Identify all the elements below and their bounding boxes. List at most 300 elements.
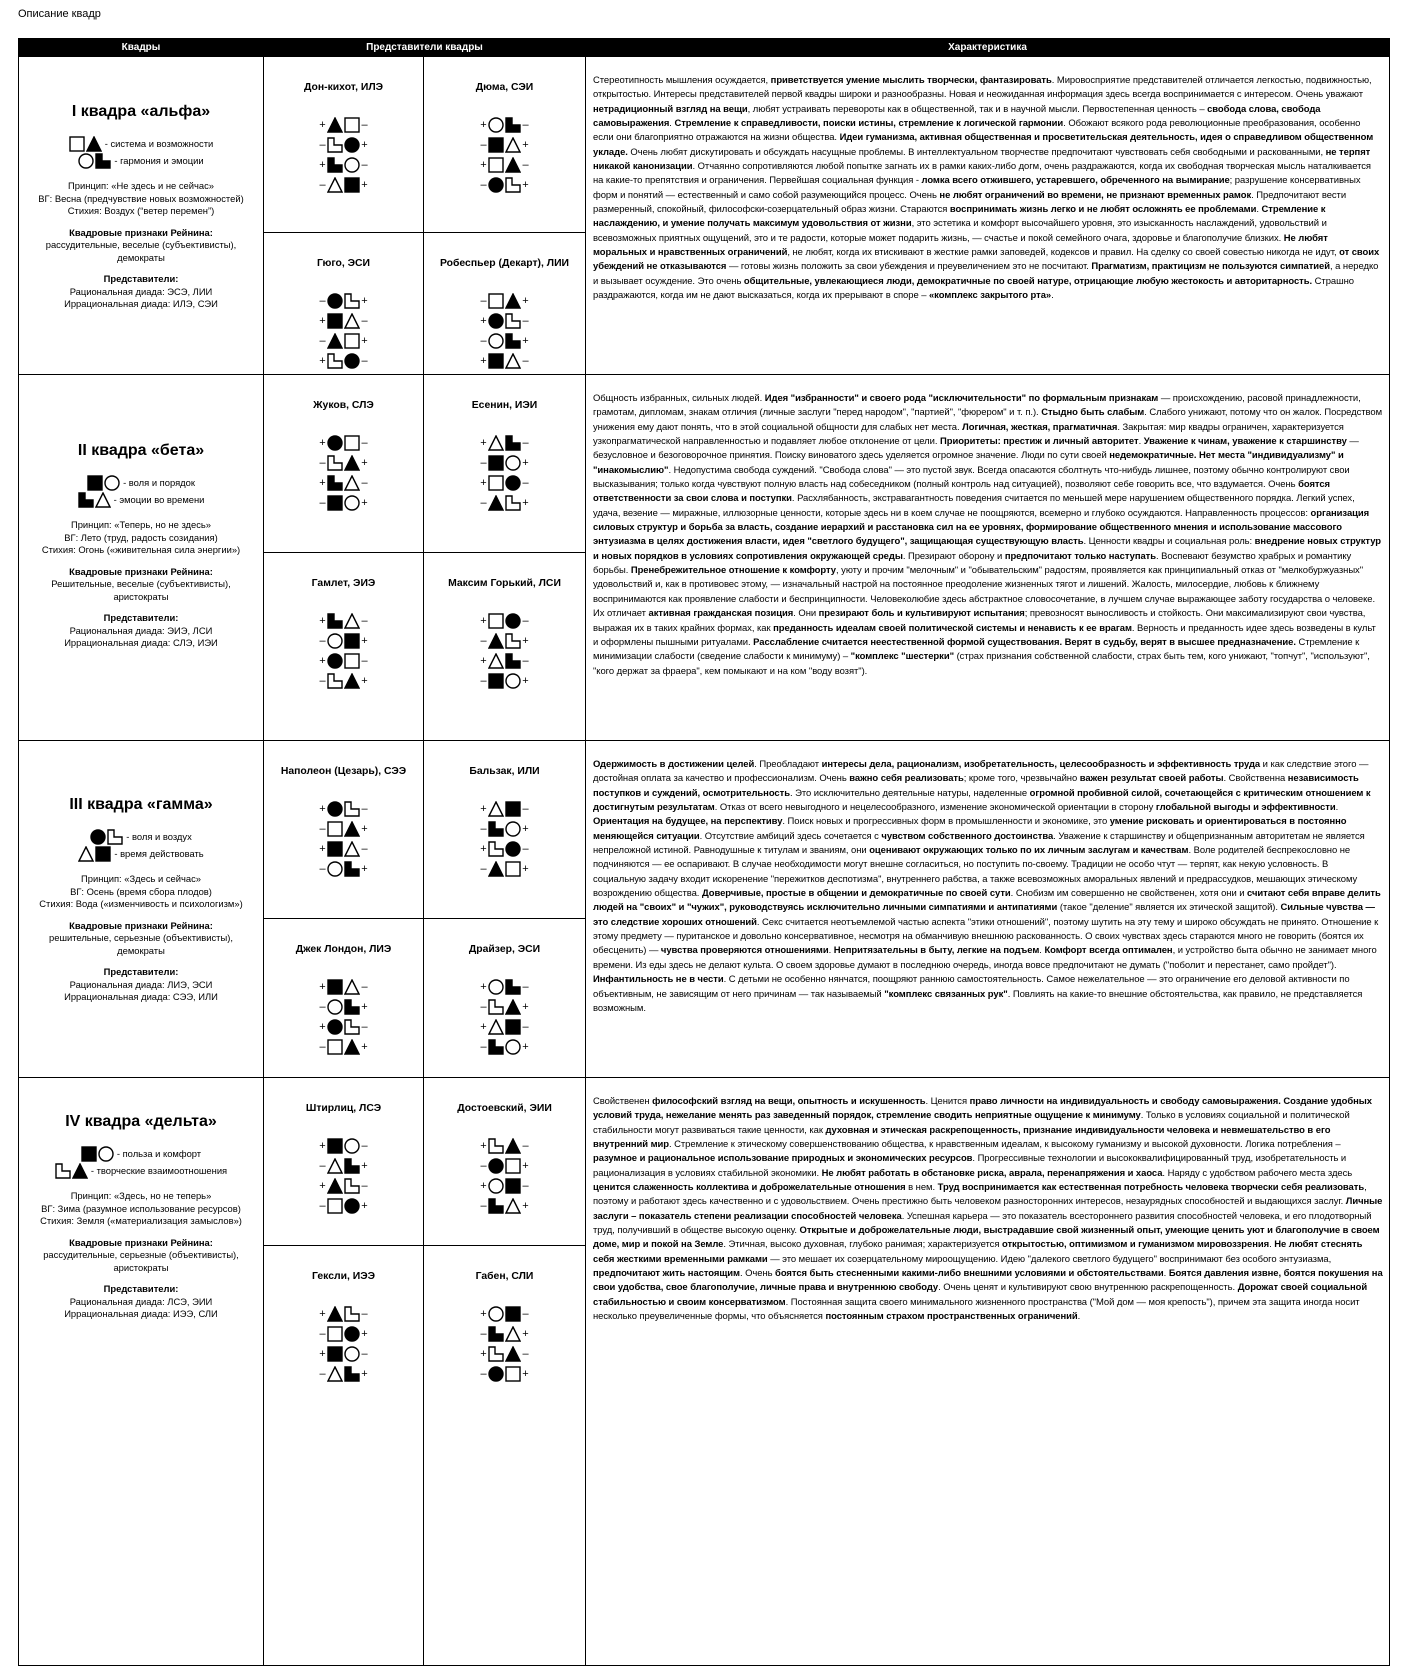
function-row: [479, 1037, 531, 1057]
text-run: Доверчивые, простые в общении и демократичные по своей сути: [701, 888, 1011, 900]
sign-right: +: [522, 457, 529, 469]
square-outline-icon: [344, 435, 360, 451]
triangle-filled-icon: [344, 821, 360, 837]
sign-right: +: [361, 1328, 368, 1340]
reinin-block: [19, 566, 263, 604]
text-run: Приоритеты: престиж и личный авторитет: [940, 436, 1139, 448]
representatives-block: [19, 612, 263, 650]
corner-filled-icon: [488, 1198, 504, 1214]
text-run: интересы дела, рационализм, изобретательность, целесообразность и эффективность труда: [821, 759, 1261, 770]
reinin-title: Квадровые признаки Рейнина:: [69, 1236, 213, 1248]
corner-outline-icon: [488, 999, 504, 1015]
function-icons: [488, 1138, 521, 1154]
type-cell: [264, 375, 424, 553]
square-filled-icon: [488, 137, 504, 153]
sign-right: –: [522, 1348, 529, 1360]
function-icons: [327, 1138, 360, 1154]
function-row: [479, 1017, 531, 1037]
sign-left: –: [319, 497, 326, 509]
function-row: [318, 115, 370, 135]
sign-left: +: [480, 655, 487, 667]
square-outline-icon: [344, 117, 360, 133]
function-row: [479, 331, 531, 351]
sign-left: +: [319, 615, 326, 627]
text-run: Ориентация на будущее, на перспективу: [593, 816, 783, 828]
sign-right: –: [522, 119, 529, 131]
function-icons: [327, 841, 360, 857]
sign-left: –: [319, 295, 326, 307]
triangle-filled-icon: [488, 633, 504, 649]
sign-right: –: [522, 437, 529, 449]
triangle-outline-icon: [344, 841, 360, 857]
function-icons: [327, 313, 360, 329]
text-run: Боятся давления извне, боятся покушения на свои удобства, свое благополучие, личные права и внутреннюю свободу: [593, 1268, 1383, 1294]
type-name: Есенин, ИЭИ: [471, 400, 538, 411]
function-row: [479, 819, 531, 839]
sign-left: –: [480, 1200, 487, 1212]
sign-right: +: [361, 179, 368, 191]
irrational-dyad: Иррациональная диада: ИЛЭ, СЭИ: [64, 298, 218, 309]
function-row: [318, 1344, 370, 1364]
triangle-outline-icon: [505, 137, 521, 153]
function-icons: [488, 435, 521, 451]
text-run: "комплекс связанных рук": [884, 988, 1008, 1000]
reinin-values: Решительные, веселые (субъективисты), аристократы: [51, 578, 231, 602]
circle-filled-icon: [344, 1198, 360, 1214]
function-icons: [488, 1306, 521, 1322]
text-run: .: [1039, 945, 1045, 957]
text-run: духовная и этическая раскрепощенность, признание индивидуальности человека и невмешательство в его внутренний мир: [593, 1124, 1331, 1151]
sign-left: +: [480, 437, 487, 449]
text-run: важно себя реализовать: [849, 773, 964, 785]
function-row: [479, 351, 531, 371]
sign-right: –: [522, 1180, 529, 1192]
function-icons: [488, 633, 521, 649]
type-cell: [264, 57, 424, 233]
sign-right: –: [361, 1140, 368, 1152]
text-run: . Постоянная защита своего минимального жизненного пространства ("Мой дом — моя крепость"), причем эта защита иногда носит несколько преувеличенные формы, что объясняется: [593, 1296, 1360, 1323]
text-run: предпочитают жить настоящим: [593, 1268, 740, 1280]
sign-right: –: [522, 843, 529, 855]
text-run: — это мешает их созерцательному мироощущению. Идею "далекого светлого будущего" воспринимают без особого энтузиазма,: [767, 1253, 1332, 1265]
square-filled-icon: [488, 353, 504, 369]
principle: Принцип: «Не здесь и не сейчас»: [68, 180, 214, 191]
sign-right: –: [361, 655, 368, 667]
legend-row: [19, 491, 263, 508]
function-list: [318, 977, 370, 1057]
function-row: [318, 155, 370, 175]
legend-text: [114, 845, 203, 862]
text-run: . Снобизм им совершенно не свойственен, хотя они и: [1010, 888, 1248, 900]
text-run: Не любят стеснять себя жесткими временными рамками: [593, 1239, 1363, 1265]
square-outline-icon: [488, 157, 504, 173]
sign-left: +: [319, 119, 326, 131]
quadra-cell: [19, 57, 264, 375]
square-filled-icon: [87, 475, 103, 491]
sign-right: +: [522, 179, 529, 191]
corner-outline-icon: [344, 801, 360, 817]
square-outline-icon: [327, 1039, 343, 1055]
element: Стихия: Огонь («живительная сила энергии»): [41, 544, 241, 555]
sign-right: +: [361, 1041, 368, 1053]
type-name: Гюго, ЭСИ: [316, 258, 371, 269]
sign-right: +: [361, 863, 368, 875]
legend-value: воля и порядок: [128, 477, 195, 488]
text-run: . Успешная карьера — это показатель всестороннего развития способностей человека, и его плодотворный труд, получивший в обществе высокую оценку.: [593, 1210, 1372, 1237]
text-run: воспринимать жизнь легко и не любят осложнять ее проблемами: [949, 204, 1257, 216]
sign-left: +: [319, 355, 326, 367]
sign-left: +: [480, 615, 487, 627]
quadra-cell: [19, 375, 264, 741]
sign-right: +: [361, 1368, 368, 1380]
text-run: , и устройство быта обычно не занимает много времени. Из еды здесь не делают культа. О своем здоровье думают в последнюю очередь, иногда вовсе предпочитают не думать ("поболит и перестанет, само пройдет").: [593, 945, 1377, 971]
text-run: .: [1051, 290, 1054, 302]
text-run: Общность избранных, сильных людей.: [593, 393, 765, 404]
function-icons: [488, 177, 521, 193]
quadra-name: IV квадра «дельта»: [65, 1113, 217, 1130]
function-icons: [327, 333, 360, 349]
legend-prefix: -: [104, 138, 111, 149]
circle-filled-icon: [505, 475, 521, 491]
corner-filled-icon: [95, 153, 111, 169]
circle-filled-icon: [505, 613, 521, 629]
sign-left: +: [480, 981, 487, 993]
quadra-name: I квадра «альфа»: [71, 103, 211, 120]
function-list: [479, 291, 531, 371]
sign-left: +: [319, 1308, 326, 1320]
sign-right: +: [361, 139, 368, 151]
text-run: Стремление к справедливости, поиски истины, стремление к логической гармонии: [674, 118, 1064, 130]
text-run: . Секс считается неотъемлемой частью аспекта "этики отношений", поэтому шутить на эту тему и широко обсуждать не принято. Отношение к этому предмету — пуританское и довольно консервативное, несмотря на обманчивую внешнюю раскованность. О своих чувствах здесь стараются много не говорить (боятся их обесценить) —: [593, 916, 1379, 957]
function-row: [318, 799, 370, 819]
corner-outline-icon: [55, 1163, 71, 1179]
text-run: важен результат своей работы: [1079, 773, 1224, 785]
corner-outline-icon: [505, 177, 521, 193]
circle-outline-icon: [488, 117, 504, 133]
circle-filled-icon: [344, 1326, 360, 1342]
sign-left: +: [319, 1348, 326, 1360]
sign-right: +: [361, 823, 368, 835]
header-representatives: Представители квадры: [264, 39, 586, 57]
text-run: . Прогрессивные технологии и высококвалифицированный труд, изобретательность и рационализация в условиях стабильной экономики.: [593, 1153, 1347, 1179]
triangle-outline-icon: [488, 1019, 504, 1035]
function-icons: [327, 177, 360, 193]
function-list: [318, 1304, 370, 1384]
square-filled-icon: [344, 633, 360, 649]
function-row: [318, 135, 370, 155]
sign-right: –: [361, 803, 368, 815]
text-run: . Очень: [739, 1268, 776, 1280]
square-filled-icon: [327, 841, 343, 857]
corner-outline-icon: [505, 495, 521, 511]
text-run: .: [828, 945, 834, 957]
function-row: [479, 799, 531, 819]
type-name: Гексли, ИЭЭ: [312, 1271, 375, 1282]
circle-outline-icon: [488, 979, 504, 995]
circle-outline-icon: [344, 157, 360, 173]
type-cell: [424, 553, 586, 741]
function-icons: [327, 475, 360, 491]
text-run: нетрадиционный взгляд на вещи: [593, 103, 748, 115]
function-icons: [488, 841, 521, 857]
text-run: . С детьми не особенно нянчатся, поощряют раннюю самостоятельность. Самое нежелательное — это ограничение его деловой активности по объективным, не зависящим от него причинам — так называемый: [593, 974, 1350, 1000]
sign-left: –: [319, 1160, 326, 1172]
circle-outline-icon: [344, 495, 360, 511]
text-run: философский взгляд на вещи, опытность и искушенность: [652, 1096, 926, 1107]
text-run: . Предпочитают вести размеренный, спокойный, философски-созерцательный образ жизни. Стараются: [593, 189, 1347, 216]
triangle-outline-icon: [344, 979, 360, 995]
text-run: . Мировосприятие представителей отличается легкостью, подвижностью, открытостью. Интересы представителей первой квадры широки и разнообразны. Новая и неожиданная информация здесь всегда воспринимается с интересом. Очень уважают: [593, 75, 1372, 101]
text-run: . Отсутствие амбиций здесь сочетается с: [699, 830, 882, 842]
sign-right: +: [522, 1200, 529, 1212]
sign-left: –: [480, 179, 487, 191]
sign-left: +: [319, 477, 326, 489]
square-filled-icon: [327, 979, 343, 995]
function-icons: [488, 313, 521, 329]
legend-row: [19, 135, 263, 152]
function-row: [479, 1136, 531, 1156]
text-run: , поэтому и работают здесь качественно и с удовольствием. Очень престижно быть человеком разносторонних интересов, незаурядных способностей и выдающихся заслуг.: [593, 1182, 1367, 1208]
element: Стихия: Вода («изменчивость и психологизм»): [39, 898, 243, 909]
triangle-outline-icon: [488, 801, 504, 817]
text-run: Пренебрежительное отношение к комфорту: [630, 565, 836, 577]
sign-right: +: [522, 295, 529, 307]
text-run: .: [1077, 1311, 1081, 1323]
corner-outline-icon: [107, 829, 123, 845]
representatives-title: Представители:: [103, 1283, 179, 1294]
circle-outline-icon: [344, 1138, 360, 1154]
triangle-outline-icon: [505, 353, 521, 369]
type-cell: [424, 1078, 586, 1246]
function-icons: [327, 653, 360, 669]
characteristic-text: [586, 57, 1389, 304]
legend-value: творческие взаимоотношения: [96, 1165, 228, 1176]
sign-right: +: [522, 139, 529, 151]
text-run: . Обожают всякого рода революционные преобразования, особенно если они благоприятно отражаются на жизни общества.: [593, 118, 1361, 144]
text-run: умение рисковать и ориентироваться в постоянно меняющейся ситуации: [593, 816, 1347, 842]
legend-text: [117, 1145, 201, 1162]
circle-filled-icon: [327, 435, 343, 451]
function-icons: [327, 1039, 360, 1055]
function-row: [318, 291, 370, 311]
text-run: считают себя вправе делить людей на "своих" и "чужих", руководствуясь исключительно личными симпатиями и антипатиями: [593, 888, 1381, 914]
type-cell: [264, 553, 424, 741]
function-row: [479, 1344, 531, 1364]
sign-right: –: [522, 981, 529, 993]
function-icons: [488, 1158, 521, 1174]
function-row: [318, 1136, 370, 1156]
corner-filled-icon: [327, 157, 343, 173]
function-icons: [488, 653, 521, 669]
characteristic-cell: [586, 741, 1390, 1078]
type-name: Максим Горький, ЛСИ: [448, 578, 561, 589]
sign-left: +: [480, 477, 487, 489]
sign-left: +: [480, 355, 487, 367]
text-run: ; превозносят выносливость и стойкость. Они максимализируют свои чувства, выражая их в таких крайних формах, как: [593, 608, 1366, 634]
sign-left: –: [319, 675, 326, 687]
text-run: Очень любят дискутировать и обсуждать насущные проблемы. В интеллектуальном творчестве предпочитают чувствовать себя свободными и раскованными,: [627, 146, 1326, 158]
circle-filled-icon: [327, 293, 343, 309]
function-row: [318, 997, 370, 1017]
text-run: . Верность и преданность идее здесь возведены в культ и оформлены пышными ритуалами.: [593, 622, 1376, 648]
circle-filled-icon: [505, 841, 521, 857]
sign-left: –: [480, 457, 487, 469]
function-icons: [488, 353, 521, 369]
sign-left: +: [319, 981, 326, 993]
text-run: Сильные чувства — это следствие хороших отношений: [593, 902, 1375, 928]
legend-prefix: -: [90, 1165, 97, 1176]
function-icons: [488, 1326, 521, 1342]
square-filled-icon: [344, 177, 360, 193]
text-run: . Отказ от всего невыгодного и нецелесообразного, изменение экономической ориентации в сторону: [714, 802, 1156, 814]
text-run: постоянным страхом пространственных ограничений: [825, 1311, 1078, 1323]
triangle-outline-icon: [505, 1198, 521, 1214]
legend-prefix: -: [114, 848, 121, 859]
triangle-outline-icon: [488, 653, 504, 669]
sign-left: –: [319, 1041, 326, 1053]
text-run: боятся ответственности за свои слова и поступки: [593, 479, 1331, 505]
function-icons: [488, 1198, 521, 1214]
triangle-outline-icon: [344, 313, 360, 329]
text-run: . Презирают оборону и: [902, 550, 1005, 562]
function-list: [318, 799, 370, 879]
text-run: преданность идеалам своей политической системы и ненависть к ее врагам: [773, 622, 1132, 634]
triangle-outline-icon: [78, 846, 94, 862]
text-run: Стремление к минимизации слабости (сведение слабости к минимуму) –: [593, 636, 1360, 663]
corner-outline-icon: [344, 1019, 360, 1035]
sign-left: +: [319, 803, 326, 815]
circle-outline-icon: [327, 633, 343, 649]
rational-dyad: Рациональная диада: ЭИЭ, ЛСИ: [69, 624, 213, 636]
quadras-table: [18, 38, 1390, 1666]
function-row: [479, 115, 531, 135]
function-icons: [488, 455, 521, 471]
function-row: [318, 977, 370, 997]
legend-icons: [87, 475, 120, 491]
function-row: [479, 1324, 531, 1344]
triangle-filled-icon: [488, 861, 504, 877]
triangle-filled-icon: [86, 136, 102, 152]
circle-outline-icon: [488, 1178, 504, 1194]
sign-right: –: [522, 355, 529, 367]
function-icons: [488, 1346, 521, 1362]
text-run: Дорожат своей социальной стабильностью и своим консерватизмом: [593, 1282, 1368, 1308]
function-icons: [327, 353, 360, 369]
corner-filled-icon: [344, 999, 360, 1015]
sign-left: +: [319, 437, 326, 449]
function-icons: [327, 673, 360, 689]
text-run: . Закрытая: мир квадры ограничен, характеризуется узкопрагматической направленностью и подавляет любое отклонение от цели.: [593, 421, 1344, 448]
square-outline-icon: [327, 821, 343, 837]
square-filled-icon: [505, 801, 521, 817]
text-run: не терпят никакой канонизации: [593, 146, 1371, 173]
square-outline-icon: [488, 293, 504, 309]
square-outline-icon: [344, 653, 360, 669]
function-icons: [488, 137, 521, 153]
function-row: [318, 611, 370, 631]
square-outline-icon: [327, 1326, 343, 1342]
function-row: [318, 453, 370, 473]
function-icons: [327, 435, 360, 451]
function-row: [479, 611, 531, 631]
sign-right: +: [522, 823, 529, 835]
characteristic-text: [586, 741, 1389, 1016]
sign-left: –: [319, 1368, 326, 1380]
text-run: .: [669, 118, 675, 130]
circle-filled-icon: [344, 353, 360, 369]
triangle-filled-icon: [344, 455, 360, 471]
sign-right: –: [361, 981, 368, 993]
legend-text: [126, 828, 192, 845]
text-run: независимость поступков и суждений, осмотрительность: [593, 773, 1359, 799]
characteristic-cell: [586, 375, 1390, 741]
sign-left: +: [480, 1348, 487, 1360]
function-row: [479, 1156, 531, 1176]
legend-value: время действовать: [120, 848, 204, 859]
triangle-filled-icon: [344, 1039, 360, 1055]
sign-left: –: [480, 1041, 487, 1053]
sign-left: –: [480, 823, 487, 835]
triangle-outline-icon: [505, 1326, 521, 1342]
sign-right: +: [361, 335, 368, 347]
sign-right: +: [522, 1041, 529, 1053]
function-list: [479, 611, 531, 691]
sign-right: +: [522, 675, 529, 687]
circle-filled-icon: [344, 137, 360, 153]
type-name: Габен, СЛИ: [475, 1271, 534, 1282]
function-row: [318, 1176, 370, 1196]
corner-outline-icon: [344, 1306, 360, 1322]
function-icons: [488, 673, 521, 689]
circle-outline-icon: [488, 1306, 504, 1322]
sign-left: –: [319, 863, 326, 875]
function-icons: [488, 157, 521, 173]
legend-icons: [90, 829, 123, 845]
sign-right: +: [522, 1001, 529, 1013]
legend-icons: [78, 492, 111, 508]
type-name: Наполеон (Цезарь), СЭЭ: [280, 766, 407, 777]
text-run: ценится слаженность коллектива и доброжелательные отношения: [593, 1182, 906, 1194]
corner-filled-icon: [505, 979, 521, 995]
function-row: [318, 473, 370, 493]
sign-left: –: [480, 335, 487, 347]
legend-icons: [55, 1163, 88, 1179]
function-row: [479, 433, 531, 453]
sign-right: –: [522, 1021, 529, 1033]
sign-left: –: [319, 335, 326, 347]
function-row: [479, 997, 531, 1017]
legend-value: воля и воздух: [131, 831, 192, 842]
legend-row: [19, 1162, 263, 1179]
reinin-title: Квадровые признаки Рейнина:: [69, 565, 213, 577]
text-run: Свойственен: [593, 1096, 653, 1107]
text-run: не любят ограничений во времени, не признают временных рамок: [939, 189, 1252, 201]
sign-right: +: [361, 497, 368, 509]
text-run: .: [1163, 1268, 1169, 1280]
function-icons: [488, 821, 521, 837]
sign-right: –: [522, 1140, 529, 1152]
rational-dyad: Рациональная диада: ЛСЭ, ЭИИ: [69, 1295, 213, 1307]
function-icons: [488, 801, 521, 817]
legend-value: польза и комфорт: [122, 1148, 202, 1159]
sign-left: +: [319, 1180, 326, 1192]
text-run: "комплекс "шестерки": [850, 651, 954, 663]
function-row: [318, 839, 370, 859]
quadra-row: [19, 375, 1390, 553]
quadra-row: [19, 741, 1390, 919]
square-filled-icon: [488, 455, 504, 471]
sign-right: –: [522, 1308, 529, 1320]
